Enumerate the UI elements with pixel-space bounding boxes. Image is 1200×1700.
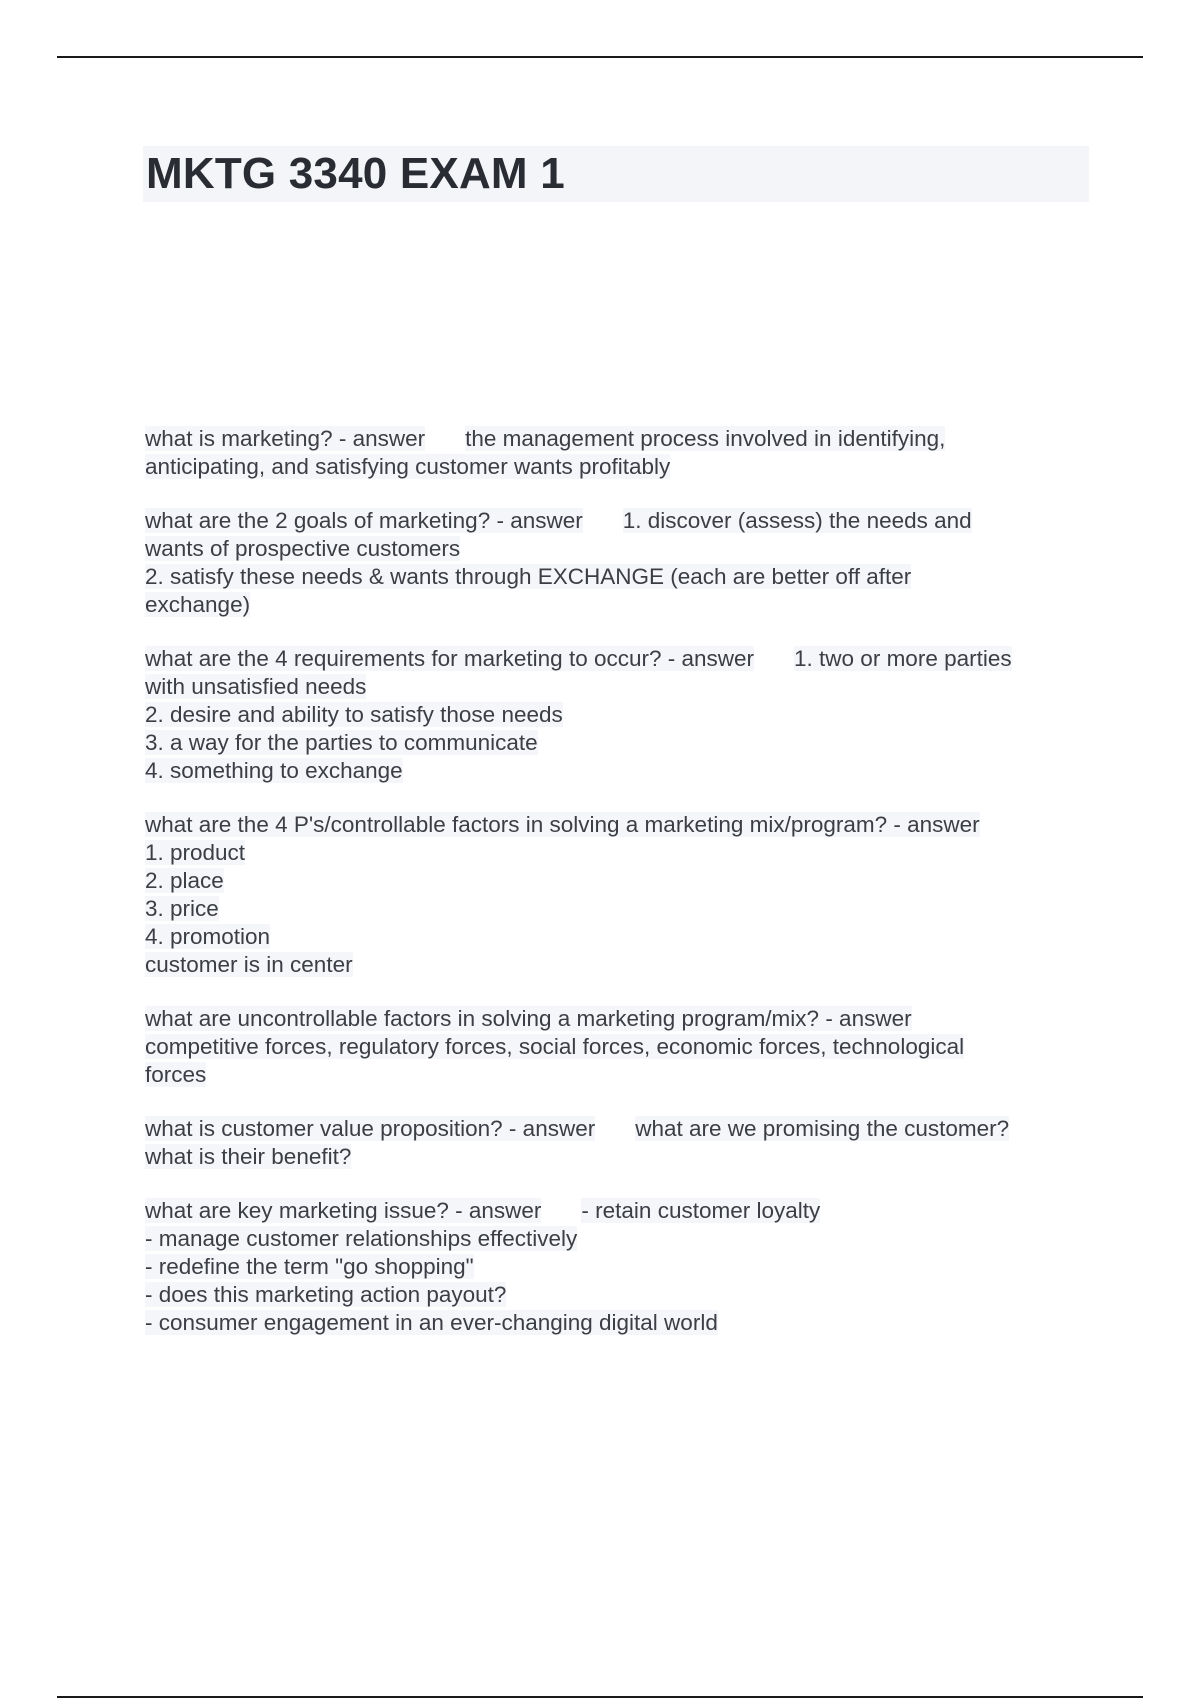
answer-line: exchange) <box>145 592 251 617</box>
answer-line: 4. something to exchange <box>145 758 403 783</box>
answer-text: 1. two or more parties <box>794 646 1012 671</box>
qa-item <box>145 1005 1085 1089</box>
qa-item <box>145 645 1085 785</box>
answer-line: what is their benefit? <box>145 1144 352 1169</box>
answer-line: 2. place <box>145 868 224 893</box>
answer-line: 4. promotion <box>145 924 271 949</box>
answer-line: customer is in center <box>145 952 353 977</box>
answer-line: competitive forces, regulatory forces, social forces, economic forces, technological <box>145 1034 965 1059</box>
answer-line: - manage customer relationships effectively <box>145 1226 578 1251</box>
question-text: what is marketing? - answer <box>145 426 426 451</box>
qa-list <box>145 425 1085 1363</box>
answer-line: 1. product <box>145 840 246 865</box>
question-text: what are the 2 goals of marketing? - answer <box>145 508 583 533</box>
answer-line: - redefine the term "go shopping" <box>145 1254 474 1279</box>
answer-line: 2. satisfy these needs & wants through EXCHANGE (each are better off after <box>145 564 912 589</box>
qa-item <box>145 1115 1085 1171</box>
answer-text: the management process involved in identifying, <box>465 426 946 451</box>
answer-line: 2. desire and ability to satisfy those needs <box>145 702 563 727</box>
answer-line: 3. price <box>145 896 219 921</box>
bottom-rule <box>57 1696 1143 1698</box>
answer-line: forces <box>145 1062 207 1087</box>
qa-item <box>145 425 1085 481</box>
answer-text: - retain customer loyalty <box>581 1198 821 1223</box>
answer-line: - does this marketing action payout? <box>145 1282 507 1307</box>
question-text: what are key marketing issue? - answer <box>145 1198 542 1223</box>
answer-line: with unsatisfied needs <box>145 674 367 699</box>
answer-line: wants of prospective customers <box>145 536 461 561</box>
answer-text: what are we promising the customer? <box>635 1116 1010 1141</box>
question-text: what are the 4 P's/controllable factors in solving a marketing mix/program? - answer <box>145 812 980 837</box>
answer-line: - consumer engagement in an ever-changing digital world <box>145 1310 718 1335</box>
qa-item <box>145 811 1085 979</box>
qa-item <box>145 507 1085 619</box>
document-title: MKTG 3340 EXAM 1 <box>146 149 565 198</box>
answer-line: 3. a way for the parties to communicate <box>145 730 538 755</box>
question-text: what are uncontrollable factors in solving a marketing program/mix? - answer <box>145 1006 912 1031</box>
answer-text: 1. discover (assess) the needs and <box>622 508 972 533</box>
question-text: what is customer value proposition? - answer <box>145 1116 596 1141</box>
top-rule <box>57 56 1143 58</box>
question-text: what are the 4 requirements for marketing to occur? - answer <box>145 646 755 671</box>
answer-line: anticipating, and satisfying customer wants profitably <box>145 454 671 479</box>
qa-item <box>145 1197 1085 1337</box>
